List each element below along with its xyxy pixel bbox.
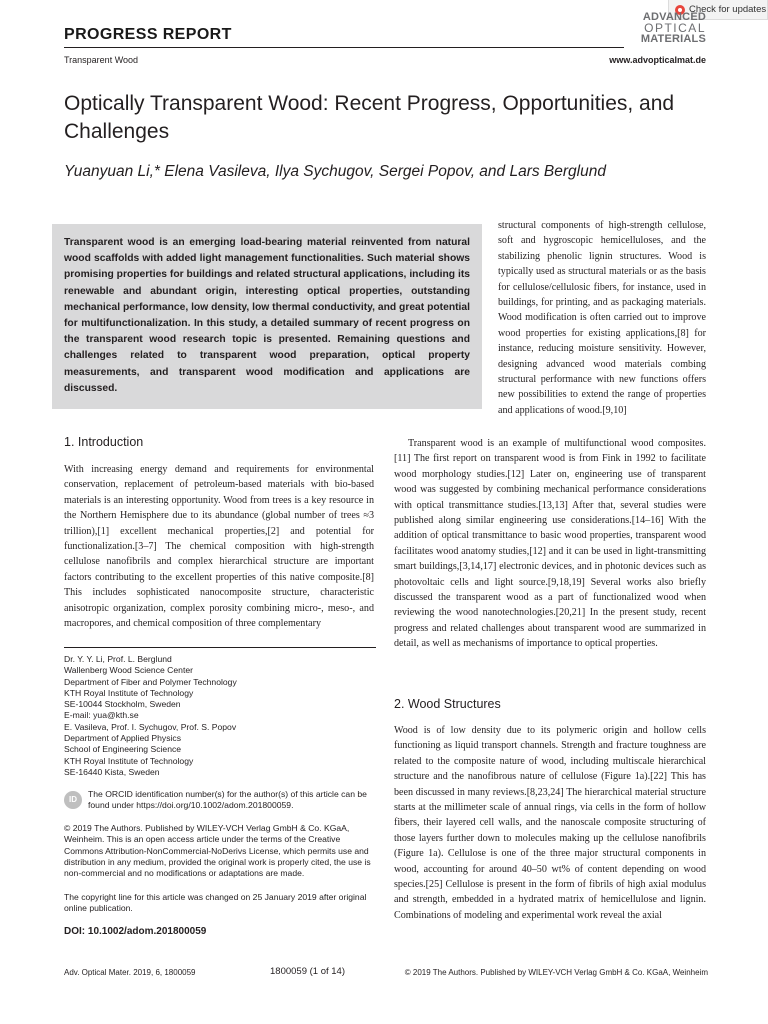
introduction-paragraph: With increasing energy demand and requirements for environmental conservation, replacement of petroleum-based materials with bio-based materials is an interesting opportunity. Wood from trees is a key resource in the Northern Hemisphere due to its abundance (global number of trees ≈3 trillion),[1] excellent mechanical properties,[2] and potential for functionalization.[3–7] The chemical composition with high-strength cellulose nanofibrils and complex hierarchical structure are important factors contributing to the excellent properties of this native composite.[8] This includes sophisticated nanocomposite structure, characteristic anisotropic organization, complex porosity combining micro-, meso-, and macropores, and chemical composition of three complementary [64,464,374,630]
report-type-label: PROGRESS REPORT [64,26,232,43]
journal-logo [610,12,706,45]
affiliation-line: SE-10044 Stockholm, Sweden [64,699,181,710]
affiliation-line: SE-16440 Kista, Sweden [64,766,160,777]
affiliation-line: School of Engineering Science [64,744,182,755]
section-label: Transparent Wood [64,55,139,65]
header-divider [64,47,624,48]
affiliation-line: Department of Fiber and Polymer Technology [64,676,237,687]
affiliation-line: Department of Applied Physics [64,733,182,744]
journal-logo-line1: ADVANCED [642,11,706,23]
intro-continuation-paragraph: structural components of high-strength cellulose, soft and hygroscopic hemicelluloses, and the stabilizing phenolic lignin structures. Wood is typically used as structural materials or as the basis for cellulose/cellulosic fibers, for instance, used in buildings, for printing, and as packaging materials. Wood modification is often carried out to improve wood properties for existing applications,[8] for instance, reducing moisture sensitivity. However, designing advanced wood materials combing structural performance with new functions offers new possibilities to extend the range of properties and applications of wood.[9,10] [498,220,706,416]
article-title: Optically Transparent Wood: Recent Progress, Opportunities, and Challenges [64,92,675,143]
journal-logo-line2: OPTICAL [644,21,706,35]
affiliation-line: Wallenberg Wood Science Center [64,665,193,676]
affiliation-line: KTH Royal Institute of Technology [64,687,194,698]
transparent-wood-paragraph: Transparent wood is an example of multifunctional wood composites.[11] The first report on transparent wood is from Fink in 1992 to facilitate wood morphology studies.[12] Later on, engineering use of transparent wood was suggested by combining mechanical performance considerations with optical transmittance studies.[13,13] After that, several studies were published along similar engineering use considerations.[14–16] With the addition of optical transmittance to basic wood properties, transparent wood facilitates wood anatomy studies,[12] and it can be used in light-transmitting smart buildings,[3,14,17] electronic devices, and in photonic devices such as photovoltaic cells and light source.[9,18,19] Several works also briefly discussed the transparent wood as a part of functionalized wood when reviewing the wood nanotechnologies.[20,21] In the present study, recent progress and related challenges about transparent wood are summarized in detail, as well as mechanisms of importance to optical properties. [394,438,706,650]
affiliation-divider [64,647,376,648]
wood-structures-heading: 2. Wood Structures [394,697,501,711]
license-text: © 2019 The Authors. Published by WILEY-VCH Verlag GmbH & Co. KGaA, Weinheim. This is an open access article under the terms of the Creative Commons Attribution-NonCommercial-NoDerivs License, which permits use and distribution in any medium, provided the original work is properly cited, the use is non-commercial and no modifications or adaptations are made. [64,823,371,879]
affiliation-line: KTH Royal Institute of Technology [64,755,194,766]
email-link[interactable]: E-mail: yua@kth.se [64,710,139,721]
article-authors: Yuanyuan Li,* Elena Vasileva, Ilya Sychugov, Sergei Popov, and Lars Berglund [64,163,606,180]
orcid-note [64,789,376,812]
journal-logo-line3: MATERIALS [640,33,706,45]
orcid-text[interactable]: The ORCID identification number(s) for the author(s) of this article can be found under https://doi.org/10.1002/adom.201800059. [88,789,367,811]
introduction-heading: 1. Introduction [64,435,144,449]
wood-structures-paragraph: Wood is of low density due to its polymeric origin and hollow cells functioning as liquid transport channels. Strength and fracture toughness are related to the composite nature of wood, including multiscale hierarchical structure and the nanofibrous nature of cellulose (Figure 1a).[22] This has been discussed in many reviews.[8,23,24] The hierarchical material structure starts at the millimeter scale of annual rings, via cells in the form of hollow fibers, their layered cell walls, and the nanoscale composite structuring of those layers further down to molecules making up the cellulose nanofibrils (Figure 1a). Cellulose is one of the three major structural components in wood, accounting for around 40–50 wt% of content depending on wood species.[25] Cellulose is present in the form of fibrils of high axial modulus and strength, embedded in a hydrated matrix of hemicellulose and lignin. Combinations of modeling and experimental work reveal the axial [394,725,706,921]
footer-copyright: © 2019 The Authors. Published by WILEY-VCH Verlag GmbH & Co. KGaA, Weinheim [404,968,708,977]
copyright-change-note: The copyright line for this article was changed on 25 January 2019 after original online publication. [64,892,367,914]
footer-citation: Adv. Optical Mater. 2019, 6, 1800059 [64,968,196,977]
footer-page-number: 1800059 (1 of 14) [270,966,346,977]
journal-url-link[interactable]: www.advopticalmat.de [609,55,706,65]
abstract-box [52,224,482,409]
doi-link[interactable]: DOI: 10.1002/adom.201800059 [64,926,207,937]
affiliation-line: Dr. Y. Y. Li, Prof. L. Berglund [64,654,172,664]
affiliation-line: E. Vasileva, Prof. I. Sychugov, Prof. S. Popov [64,721,237,732]
check-for-updates-label: Check for updates [689,4,767,15]
abstract-text: Transparent wood is an emerging load-bearing material reinvented from natural wood scaffolds with added light management functionalities. Such material shows promising properties for buildings and related structural applications, including its renewable and abundant origin, interesting optical properties, outstanding mechanical performance, low density, low thermal conductivity, and great potential for multifunctionalization. In this study, a detailed summary of recent progress on the transparent wood research topic is presented. Remaining questions and challenges related to transparent wood preparation, optical property measurements, and transparent wood modification and applications are discussed. [64,237,470,394]
orcid-icon: ID [64,791,82,809]
affiliations-block [64,654,376,778]
